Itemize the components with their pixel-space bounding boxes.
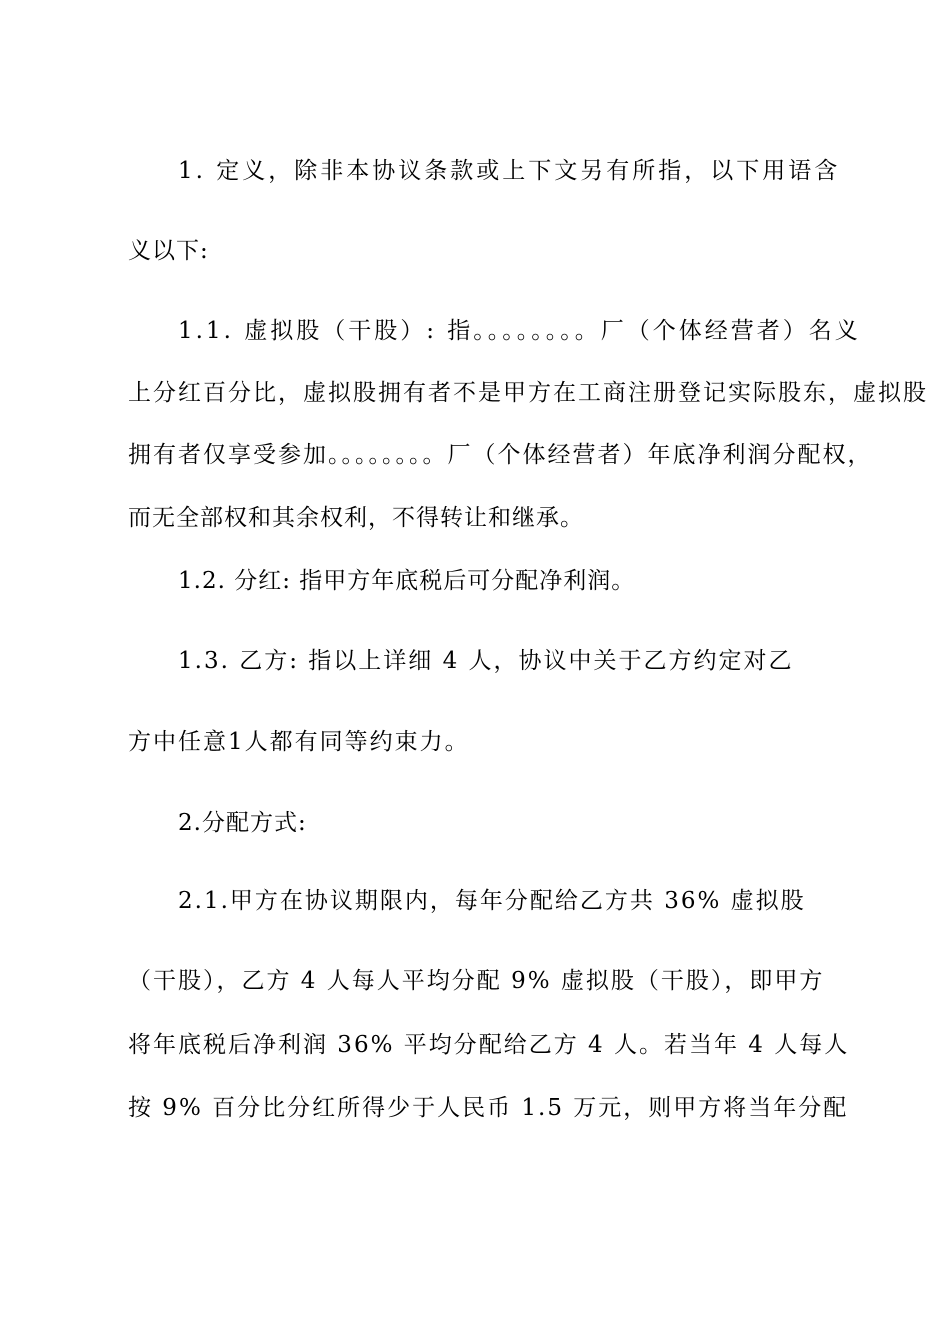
section-2-heading: 2.分配方式: — [178, 810, 307, 836]
clause-1-definition: 1. 定义，除非本协议条款或上下文另有所指，以下用语含 — [178, 158, 841, 184]
clause-1-continuation: 义以下: — [128, 238, 209, 264]
clause-2-1-line-4: 按 9% 百分比分红所得少于人民币 1.5 万元，则甲方将当年分配 — [128, 1095, 849, 1121]
clause-1-3-line-2: 方中任意1人都有同等约束力。 — [128, 729, 470, 755]
clause-1-1-line-4: 而无全部权和其余权利，不得转让和继承。 — [128, 505, 584, 531]
clause-1-1-line-3: 拥有者仅享受参加。。。。。。。。厂（个体经营者）年底净利润分配权， — [128, 442, 873, 468]
clause-1-3-party-b: 1.3. 乙方: 指以上详细 4 人，协议中关于乙方约定对乙 — [178, 648, 794, 674]
clause-1-1-virtual-share: 1.1. 虚拟股（干股）: 指。。。。。。。。厂（个体经营者）名义 — [178, 318, 861, 344]
clause-2-1-line-2: （干股），乙方 4 人每人平均分配 9% 虚拟股（干股），即甲方 — [128, 968, 825, 994]
clause-2-1-line-3: 将年底税后净利润 36% 平均分配给乙方 4 人。若当年 4 人每人 — [128, 1032, 850, 1058]
clause-1-1-line-2: 上分红百分比，虚拟股拥有者不是甲方在工商注册登记实际股东，虚拟股 — [128, 380, 928, 406]
clause-2-1-allocation: 2.1.甲方在协议期限内，每年分配给乙方共 36% 虚拟股 — [178, 888, 806, 914]
clause-1-2-dividend: 1.2. 分红: 指甲方年底税后可分配净利润。 — [178, 568, 636, 594]
